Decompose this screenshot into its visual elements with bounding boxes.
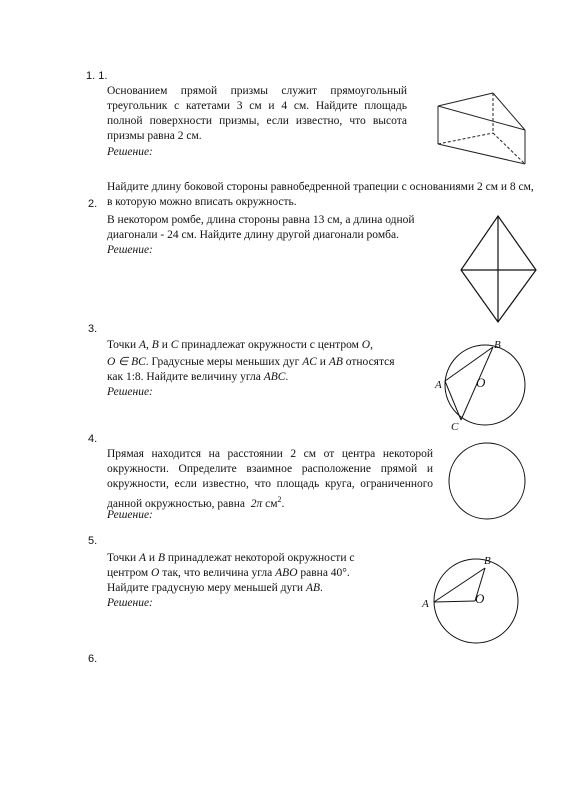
problem-1-number: 1. 1. bbox=[86, 70, 108, 82]
text: относятся bbox=[342, 356, 395, 368]
text: так, что величина угла bbox=[159, 567, 276, 579]
text: , bbox=[370, 339, 373, 351]
problem-2-solution-label: Решение: bbox=[107, 244, 153, 256]
label-o: O bbox=[476, 375, 486, 390]
unit-cm: см bbox=[262, 497, 278, 510]
label-a: A bbox=[435, 379, 442, 391]
text: . Градусные меры меньших дуг bbox=[145, 356, 303, 368]
text: . bbox=[281, 497, 285, 510]
point-b: B bbox=[151, 339, 159, 351]
circle-figure bbox=[448, 440, 528, 522]
text: и bbox=[316, 356, 329, 368]
text: и bbox=[146, 552, 158, 564]
text: равна 40°. bbox=[297, 567, 350, 579]
text: Точки bbox=[107, 552, 140, 564]
text: центром bbox=[107, 567, 152, 579]
label-o: O bbox=[475, 591, 485, 606]
text: Прямая находится на расстоянии 2 см от центра некоторой окружности. Определите взаимное расположение прямой и окружности, если известно, что площадь круга, ограниченного данной окружностью, равна bbox=[107, 448, 433, 510]
point-c: C bbox=[170, 339, 179, 351]
text: , bbox=[146, 339, 152, 351]
problem-6-number: 6. bbox=[88, 653, 98, 665]
label-a: A bbox=[422, 598, 429, 610]
arc-ab: AB bbox=[305, 582, 321, 594]
formula-2pi: 2π bbox=[250, 497, 263, 510]
point-a: A bbox=[139, 339, 147, 351]
arc-ac: AC bbox=[302, 356, 317, 368]
problem-5-solution-label: Решение: bbox=[107, 597, 153, 609]
problem-5-line-1 bbox=[107, 551, 417, 566]
label-b: B bbox=[494, 339, 501, 351]
problem-5-number: 5. bbox=[88, 535, 98, 547]
problem-2-text: В некотором ромбе, длина стороны равна 13 см, а длина одной диагонали - 24 см. Найдите длину другой диагонали ромба. bbox=[107, 214, 415, 241]
problem-3-line-3 bbox=[107, 370, 417, 385]
arc-ab: AB bbox=[328, 356, 343, 368]
center-o: O bbox=[151, 567, 160, 579]
text: Точки bbox=[107, 339, 140, 351]
problem-4-solution-label: Решение: bbox=[107, 509, 153, 521]
point-b: B bbox=[157, 552, 165, 564]
circle-inscribed-angle-figure bbox=[418, 340, 538, 432]
problem-4-number: 4. bbox=[88, 433, 98, 445]
problem-3-line-2 bbox=[107, 355, 417, 370]
problem-3-solution-label: Решение: bbox=[107, 386, 153, 398]
o-in-bc: O ∈ BC bbox=[107, 356, 146, 368]
problem-2-intro-text: Найдите длину боковой стороны равнобедренной трапеции с основаниями 2 см и 8 см, в которую можно вписать окружность. bbox=[107, 181, 534, 208]
text: принадлежат окружности с центром bbox=[178, 339, 362, 351]
problem-3-line-1 bbox=[107, 338, 417, 353]
triangular-prism-figure bbox=[420, 88, 538, 170]
problem-4-text bbox=[107, 447, 433, 512]
text: Найдите градусную меру меньшей дуги bbox=[107, 582, 306, 594]
label-b: B bbox=[484, 555, 491, 567]
text: принадлежат некоторой окружности с bbox=[164, 552, 355, 564]
unit-sup: 2 bbox=[277, 495, 282, 504]
problem-1-solution-label: Решение: bbox=[107, 146, 153, 158]
angle-abc: ABC bbox=[263, 371, 286, 383]
center-o: O bbox=[361, 339, 371, 351]
label-c: C bbox=[451, 421, 459, 433]
angle-abo: ABO bbox=[275, 567, 298, 579]
text: . bbox=[285, 371, 289, 383]
text: . bbox=[320, 582, 323, 594]
rhombus-figure bbox=[458, 214, 540, 326]
problem-2-number: 2. bbox=[88, 198, 98, 210]
circle-triangle-figure bbox=[418, 552, 538, 656]
point-a: A bbox=[139, 552, 147, 564]
problem-1-text: Основанием прямой призмы служит прямоугольный треугольник с катетами 3 см и 4 см. Найдите площадь полной поверхности призмы, если известно, что высота призмы равна 2 см. bbox=[107, 85, 407, 142]
problem-5-line-3 bbox=[107, 581, 417, 596]
problem-3-number: 3. bbox=[88, 323, 98, 335]
text: и bbox=[158, 339, 171, 351]
text: как 1:8. Найдите величину угла bbox=[107, 371, 264, 383]
problem-5-line-2 bbox=[107, 566, 417, 581]
